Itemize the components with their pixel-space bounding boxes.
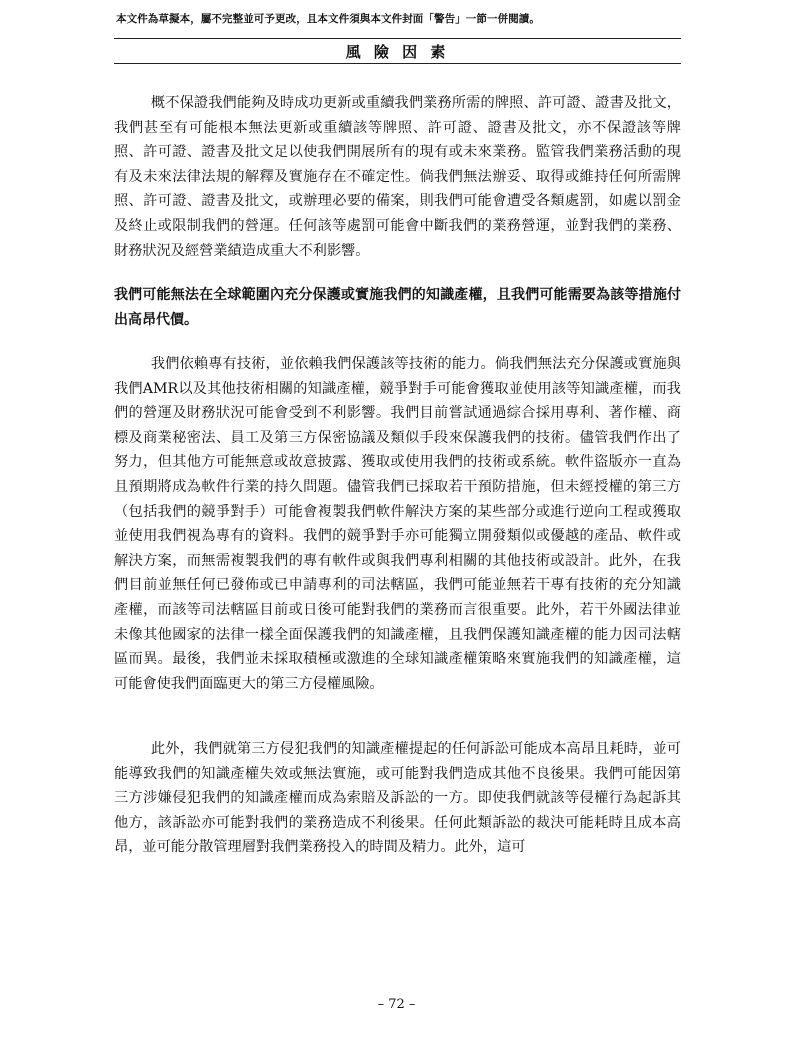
risk-heading-ip: 我們可能無法在全球範圍內充分保護或實施我們的知識產權，且我們可能需要為該等措施付出高昂代價。 [114, 287, 681, 328]
header-rule [114, 38, 681, 39]
draft-notice: 本文件為草擬本，屬不完整並可予更改，且本文件須與本文件封面「警告」一節一併閱讀。 [116, 13, 540, 25]
section-title: 風 險 因 素 [345, 43, 450, 61]
page-number: – 72 – [377, 997, 416, 1012]
paragraph-ip-protection: 我們依賴專有技術，並依賴我們保護該等技術的能力。倘我們無法充分保護或實施與我們AMR以及其他技術相關的知識產權，競爭對手可能會獲取並使用該等知識產權，而我們的營運及財務狀況可能會受到不利影響。我們目前嘗試通過綜合採用專利、著作權、商標及商業秘密法、員工及第三方保密協議及類似手段來保護我們的技術。儘管我們作出了努力，但其他方可能無意或故意披露、獲取或使用我們的技術或系統。軟件盜版亦一直為且預期將成為軟件行業的持久問題。儘管我們已採取若干預防措施，但未經授權的第三方（包括我們的競爭對手）可能會複製我們軟件解決方案的某些部分或進行逆向工程或獲取並使用我們視為專有的資料。我們的競爭對手亦可能獨立開發類似或優越的產品、軟件或解決方案，而無需複製我們的專有軟件或與我們專利相關的其他技術或設計。此外，在我們目前並無任何已發佈或已申請專利的司法轄區，我們可能並無若干專有技術的充分知識產權，而該等司法轄區目前或日後可能對我們的業務而言很重要。此外，若干外國法律並未像其他國家的法律一樣全面保護我們的知識產權，且我們保護知識產權的能力因司法轄區而異。最後，我們並未採取積極或激進的全球知識產權策略來實施我們的知識產權，這可能會使我們面臨更大的第三方侵權風險。 [114, 356, 681, 692]
paragraph-licences: 概不保證我們能夠及時成功更新或重續我們業務所需的牌照、許可證、證書及批文，我們甚至有可能根本無法更新或重續該等牌照、許可證、證書及批文，亦不保證該等牌照、許可證、證書及批文足以使我們開展所有的現有或未來業務。監管我們業務活動的現有及未來法律法規的解釋及實施存在不確定性。倘我們無法辦妥、取得或維持任何所需牌照、許可證、證書及批文，或辦理必要的備案，則我們可能會遭受各類處罰，如處以罰金及終止或限制我們的營運。任何該等處罰可能會中斷我們的業務營運，並對我們的業務、財務狀況及經營業績造成重大不利影響。 [114, 95, 681, 259]
paragraph-litigation: 此外，我們就第三方侵犯我們的知識產權提起的任何訴訟可能成本高昂且耗時，並可能導致我們的知識產權失效或無法實施，或可能對我們造成其他不良後果。我們可能因第三方涉嫌侵犯我們的知識產權而成為索賠及訴訟的一方。即使我們就該等侵權行為起訴其他方，該訴訟亦可能對我們的業務造成不利後果。任何此類訴訟的裁決可能耗時且成本高昂，並可能分散管理層對我們業務投入的時間及精力。此外，這可 [114, 741, 681, 856]
title-rule [114, 63, 681, 64]
